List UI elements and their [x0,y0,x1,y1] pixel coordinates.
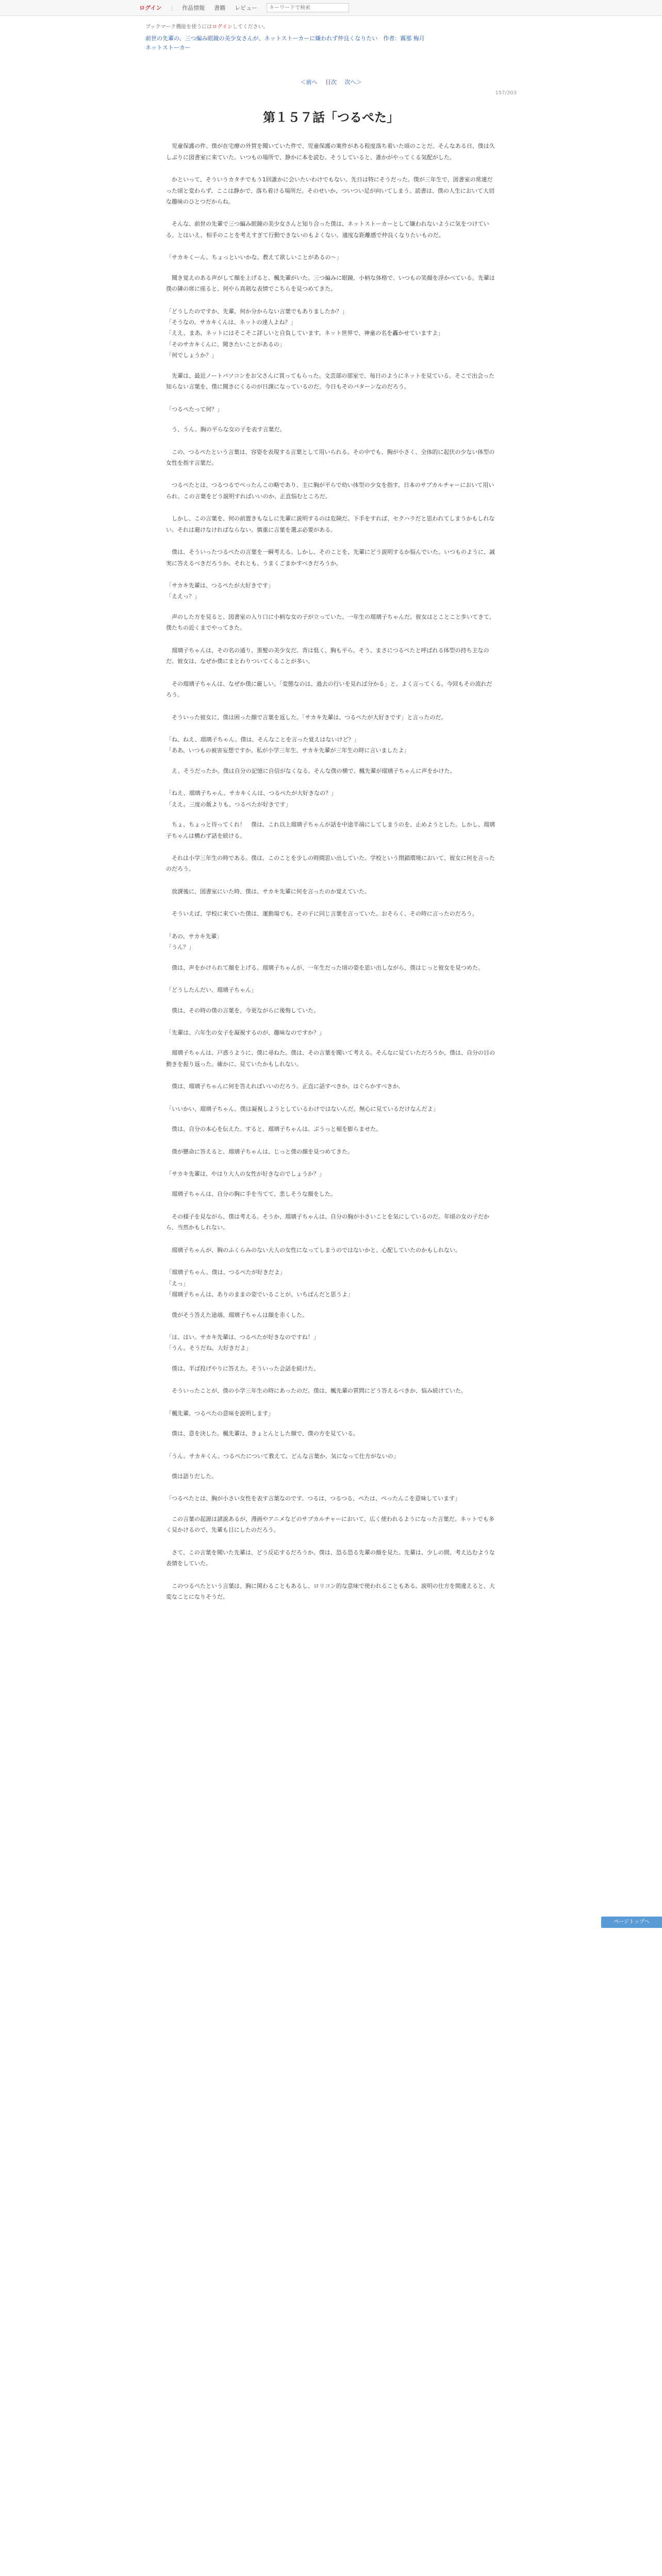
nav-item-books[interactable]: 書籍 [214,5,226,11]
novel-paragraph: そういえば、学校に来ていた僕は、運動場でも、その子に同じ言葉を言っていた。おそらく、その時に言ったのだろう。 [166,910,478,918]
novel-paragraph: 「ね、ねえ、瑠璃子ちゃん。僕は、そんなことを言った覚えはないけど？」 「ああ、いつもの被害妄想ですか。私が小学三年生、サカキ先輩が三年生の時に言いましたよ」 [166,736,410,754]
novel-paragraph: そういった彼女に、僕は困った顔で言葉を返した。「サカキ先輩は、つるぺたが大好きです」と言ったのだ。 [166,714,447,721]
prev-chapter-link[interactable]: ＜前へ [300,79,318,86]
novel-paragraph: そういったことが、僕の小学三年生の時にあったのだ。僕は、楓先輩の質問にどう答えるべきか、悩み続けていた。 [166,1387,467,1395]
novel-paragraph: 僕は、そういったつるぺたの言葉を一瞬考える。しかし、そのことを、先輩にどう説明するか悩んでいた。いつものように、誠実に答えるべきだろうか。それとも、うまくごまかすべきだろうか。 [166,549,495,567]
login-link[interactable]: ログイン [139,5,162,11]
novel-paragraph: 「サカキ先輩は、やはり大人の女性が好きなのでしょうか？」 [166,1171,325,1177]
top-navigation-bar [0,0,662,16]
novel-paragraph: 瑠璃子ちゃんは、その名の通り、黒髪の美少女だ。背は低く、胸も平ら。そう、まさにつるぺたと呼ばれる体型の持ち主なのだ。彼女は、なぜか僕にまとわりついてくることが多い。 [166,647,489,665]
novel-paragraph: 「いいかい、瑠璃子ちゃん。僕は凝視しようとしているわけではないんだ。無心に見ているだけなんだよ」 [166,1105,439,1112]
novel-paragraph: 「瑠璃子ちゃん。僕は、つるぺたが好きだよ」 「えっ」 「瑠璃子ちゃんは、ありのままの姿でいることが、いちばんだと思うよ」 [166,1269,353,1298]
novel-paragraph: 僕は、声をかけられて顔を上げる。瑠璃子ちゃんが、一年生だった頃の姿を思い出しながら、僕はじっと彼女を見つめた。 [166,964,484,971]
novel-paragraph: 僕は、意を決した。楓先輩は、きょとんとした顔で、僕の方を見ている。 [166,1430,359,1437]
series-title-text[interactable]: 前世の先輩の、三つ編み眼鏡の美少女さんが、ネットストーカーに嫌われず仲良くなりたい 作者：霧那 梅月 [145,35,425,42]
novel-paragraph: このつるぺたという言葉は、胸に関わることもあるし、ロリコン的な意味で使われることもある。説明の仕方を間違えると、大変なことになりそうだ。 [166,1582,495,1601]
next-chapter-link[interactable]: 次へ＞ [344,79,362,86]
nav-separator: | [171,4,173,11]
novel-paragraph: 僕が懸命に答えると、瑠璃子ちゃんは、じっと僕の顔を見つめてきた。 [166,1148,353,1155]
novel-paragraph: 「ねえ、瑠璃子ちゃん。サカキくんは、つるぺたが大好きなの？」 「ええ。三度の飯よりも、つるぺたが好きです」 [166,790,337,808]
novel-paragraph: 「つるぺたって何？」 [166,405,223,413]
novel-paragraph: つるぺたとは、つるつるでぺったんこの略であり、主に胸が平らで幼い体型の少女を指す。日本のサブカルチャーにおいて用いられ、この言葉をどう説明すればいいのか、正直悩むところだ。 [166,482,494,500]
novel-paragraph: 児童保護の件、僕が在宅療の外賀を聞いていた件で、児童保護の案件がある程度落ち着いた頃のことだ。そんなある日、僕は久しぶりに図書室に来ていた。いつもの場所で、静かに本を読む。そうしていると、誰かがやってくる気配がした。 [166,143,495,161]
scroll-to-top-button[interactable]: ページトップへ [601,1917,662,1928]
bookmark-notice [145,22,517,30]
novel-paragraph: しかし、この言葉を、何の前置きもなしに先輩に説明するのは危険だ。下手をすれば、セクハラだと思われてしまうかもしれない。それは避けなければならない。慎重に言葉を選ぶ必要がある。 [166,515,495,533]
novel-paragraph: 先輩は、最近ノートパソコンをお父さんに買ってもらった。文芸部の部室で、毎日のようにネットを見ている。そこで出会った知らない言葉を、僕に聞きにくるのが日課になっているのだ。今日もそのパターンなのだろう。 [166,372,495,391]
novel-paragraph: その様子を見ながら、僕は考える。そうか、瑠璃子ちゃんは、自分の胸が小さいことを気にしているのだ。年頃の女の子だから、当然かもしれない。 [166,1213,489,1231]
bookmark-login-link[interactable]: ログイン [212,24,233,30]
novel-paragraph: 「は、はい。サカキ先輩は、つるぺたが好きなのですね！」 「うん。そうだね。大好きだよ」 [166,1333,319,1352]
novel-body [145,141,517,1602]
novel-paragraph: かといって、そういうカタチでもう1回誰かに会いたいわけでもない。先日は特にそうだった。僕が三年生で、図書室の常連だった頃と変わらず、ここは静かで、落ち着ける場所だ。そのせいか、ついつい足が向いてしまう。読書は、僕の人生において大切な趣味のひとつだからね。 [166,176,494,205]
novel-paragraph: 僕は、瑠璃子ちゃんに何を答えればいいのだろう。正直に話すべきか、はぐらかすべきか。 [166,1083,404,1090]
novel-paragraph: 「あの、サカキ先輩」 「うん？」 [166,933,223,951]
novel-paragraph: それは小学三年生の時である。僕は、このことを少しの時間思い出していた。学校という閉鎖環境において、彼女に何を言ったのだろう。 [166,855,495,873]
novel-paragraph: う、うん。胸の平らな女の子を表す言葉だ。 [166,426,286,433]
novel-paragraph: 僕は、その時の僕の言葉を、今更ながらに後悔していた。 [166,1007,319,1014]
nav-item-works[interactable]: 作品情報 [182,5,205,11]
novel-paragraph: 「どうしたのですか、先輩。何か分からない言葉でもありましたか？」 「そうなの。サカキくんは、ネットの達人よね？」 「ええ、まあ、ネットにはそこそこ詳しいと自負しています。ネット世界で、神童の名を轟かせていますよ」 「そのサカキくんに、聞きたいことがあるの」 「何でしょうか？」 [166,308,444,359]
novel-paragraph: 瑠璃子ちゃんは、自分の胸に手を当てて、悲しそうな顔をした。 [166,1191,336,1198]
series-subtitle: ネットストーカー [145,44,191,51]
novel-paragraph: 「うん。サカキくん、つるぺたについて教えて。どんな言葉か、気になって仕方がないの」 [166,1452,399,1460]
novel-paragraph: え、そうだったか。僕は自分の記憶に自信がなくなる。そんな僕の横で、楓先輩が瑠璃子ちゃんに声をかけた。 [166,767,456,774]
novel-paragraph: さて、この言葉を聞いた先輩は、どう反応するだろうか。僕は、恐る恐る先輩の顔を見た。先輩は、少しの間、考え込むような表情をしていた。 [166,1549,495,1567]
novel-paragraph: 瑠璃子ちゃんは、戸惑うように、僕に尋ねた。僕は、その言葉を聞いて考える。そんなに見ていただろうか。僕は、自分の目の動きを振り返った。確かに、見ていたかもしれない。 [166,1049,495,1067]
table-of-contents-link[interactable]: 目次 [325,79,337,86]
novel-paragraph: 「先輩は、六年生の女子を凝視するのが、趣味なのですか？」 [166,1029,325,1036]
novel-paragraph: 声のした方を見ると、図書室の入り口に小柄な女の子が立っていた。一年生の瑠璃子ちゃんだ。彼女はとことこと歩いてきて、僕たちの近くまでやってきた。 [166,613,495,632]
novel-paragraph: ちょ、ちょっと待ってくれ！ 僕は、これ以上瑠璃子ちゃんが話を中途半端にしてしまうのを、止めようとした。しかし、瑠璃子ちゃんは構わず話を続ける。 [166,821,495,839]
series-title[interactable] [145,34,517,52]
novel-paragraph: 僕がそう答えた途端、瑠璃子ちゃんは顔を赤くした。 [166,1311,308,1318]
novel-paragraph: 聞き覚えのある声がして顔を上げると、楓先輩がいた。三つ編みに眼鏡、小柄な体格で、いつもの笑顔を浮かべている。先輩は僕の隣の席に座ると、何やら真剣な表情でこちらを見つめてきた。 [166,274,495,293]
novel-paragraph: 放課後に、図書室にいた時、僕は、サカキ先輩に何を言ったのか覚えていた。 [166,888,370,895]
chapter-title: 第１５７話「つるぺた」 [263,110,399,125]
chapter-pager [145,78,517,86]
bookmark-notice-text: ブックマーク機能を使うには [145,24,212,30]
chapter-counter: 157/303 [495,90,517,96]
search-input[interactable] [267,3,349,12]
novel-paragraph: 「どうしたんだい、瑠璃子ちゃん」 [166,987,257,994]
novel-paragraph: そんな、前世の先輩で三つ編み眼鏡の美少女さんと知り合った僕は、ネットストーカーとして嫌われないように気をつけている。とはいえ、相手のことを考えすぎて行動できないのもよくない。適度な距離感で仲良くなりたいものだ。 [166,221,489,239]
novel-paragraph: 「楓先輩。つるぺたの意味を説明します」 [166,1410,274,1417]
novel-paragraph: 瑠璃子ちゃんが、胸のふくらみのない大人の女性になってしまうのではないかと、心配していたのかもしれない。 [166,1246,461,1253]
nav-item-reviews[interactable]: レビュー [235,5,258,11]
novel-paragraph: この言葉の起源は諸説あるが、漫画やアニメなどのサブカルチャーにおいて、広く使われるようになった言葉だ。ネットでも多く見かけるので、先輩も目にしたのだろう。 [166,1515,494,1534]
novel-paragraph: 僕は、半ば投げやりに答えた。そういった会話を続けた。 [166,1365,319,1372]
novel-paragraph: 「つるぺたとは、胸が小さい女性を表す言葉なのです。つるは、つるつる、ぺたは、ぺったんこを意味しています」 [166,1495,461,1502]
main-content [145,22,517,1603]
novel-paragraph: この、つるぺたという言葉は、容姿を表現する言葉として用いられる。その中でも、胸が小さく、全体的に起伏の少ない体型の女性を指す言葉だ。 [166,448,495,466]
novel-paragraph: その瑠璃子ちゃんは、なぜか僕に厳しい。「変態なのは、過去の行いを見れば分かる」と、よく言ってくる。今回もその流れだろう。 [166,680,492,699]
novel-paragraph: 僕は語りだした。 [166,1473,217,1480]
novel-paragraph: 「サカキ先輩は、つるぺたが大好きです」 「ええっ？」 [166,582,274,600]
bookmark-notice-suffix: してください。 [232,24,269,30]
novel-paragraph: 「サカキくーん。ちょっといいかな。教えて欲しいことがあるの～」 [166,254,342,261]
novel-paragraph: 僕は、自分の本心を伝えた。すると、瑠璃子ちゃんは、ぷうっと頬を膨らませた。 [166,1126,382,1133]
